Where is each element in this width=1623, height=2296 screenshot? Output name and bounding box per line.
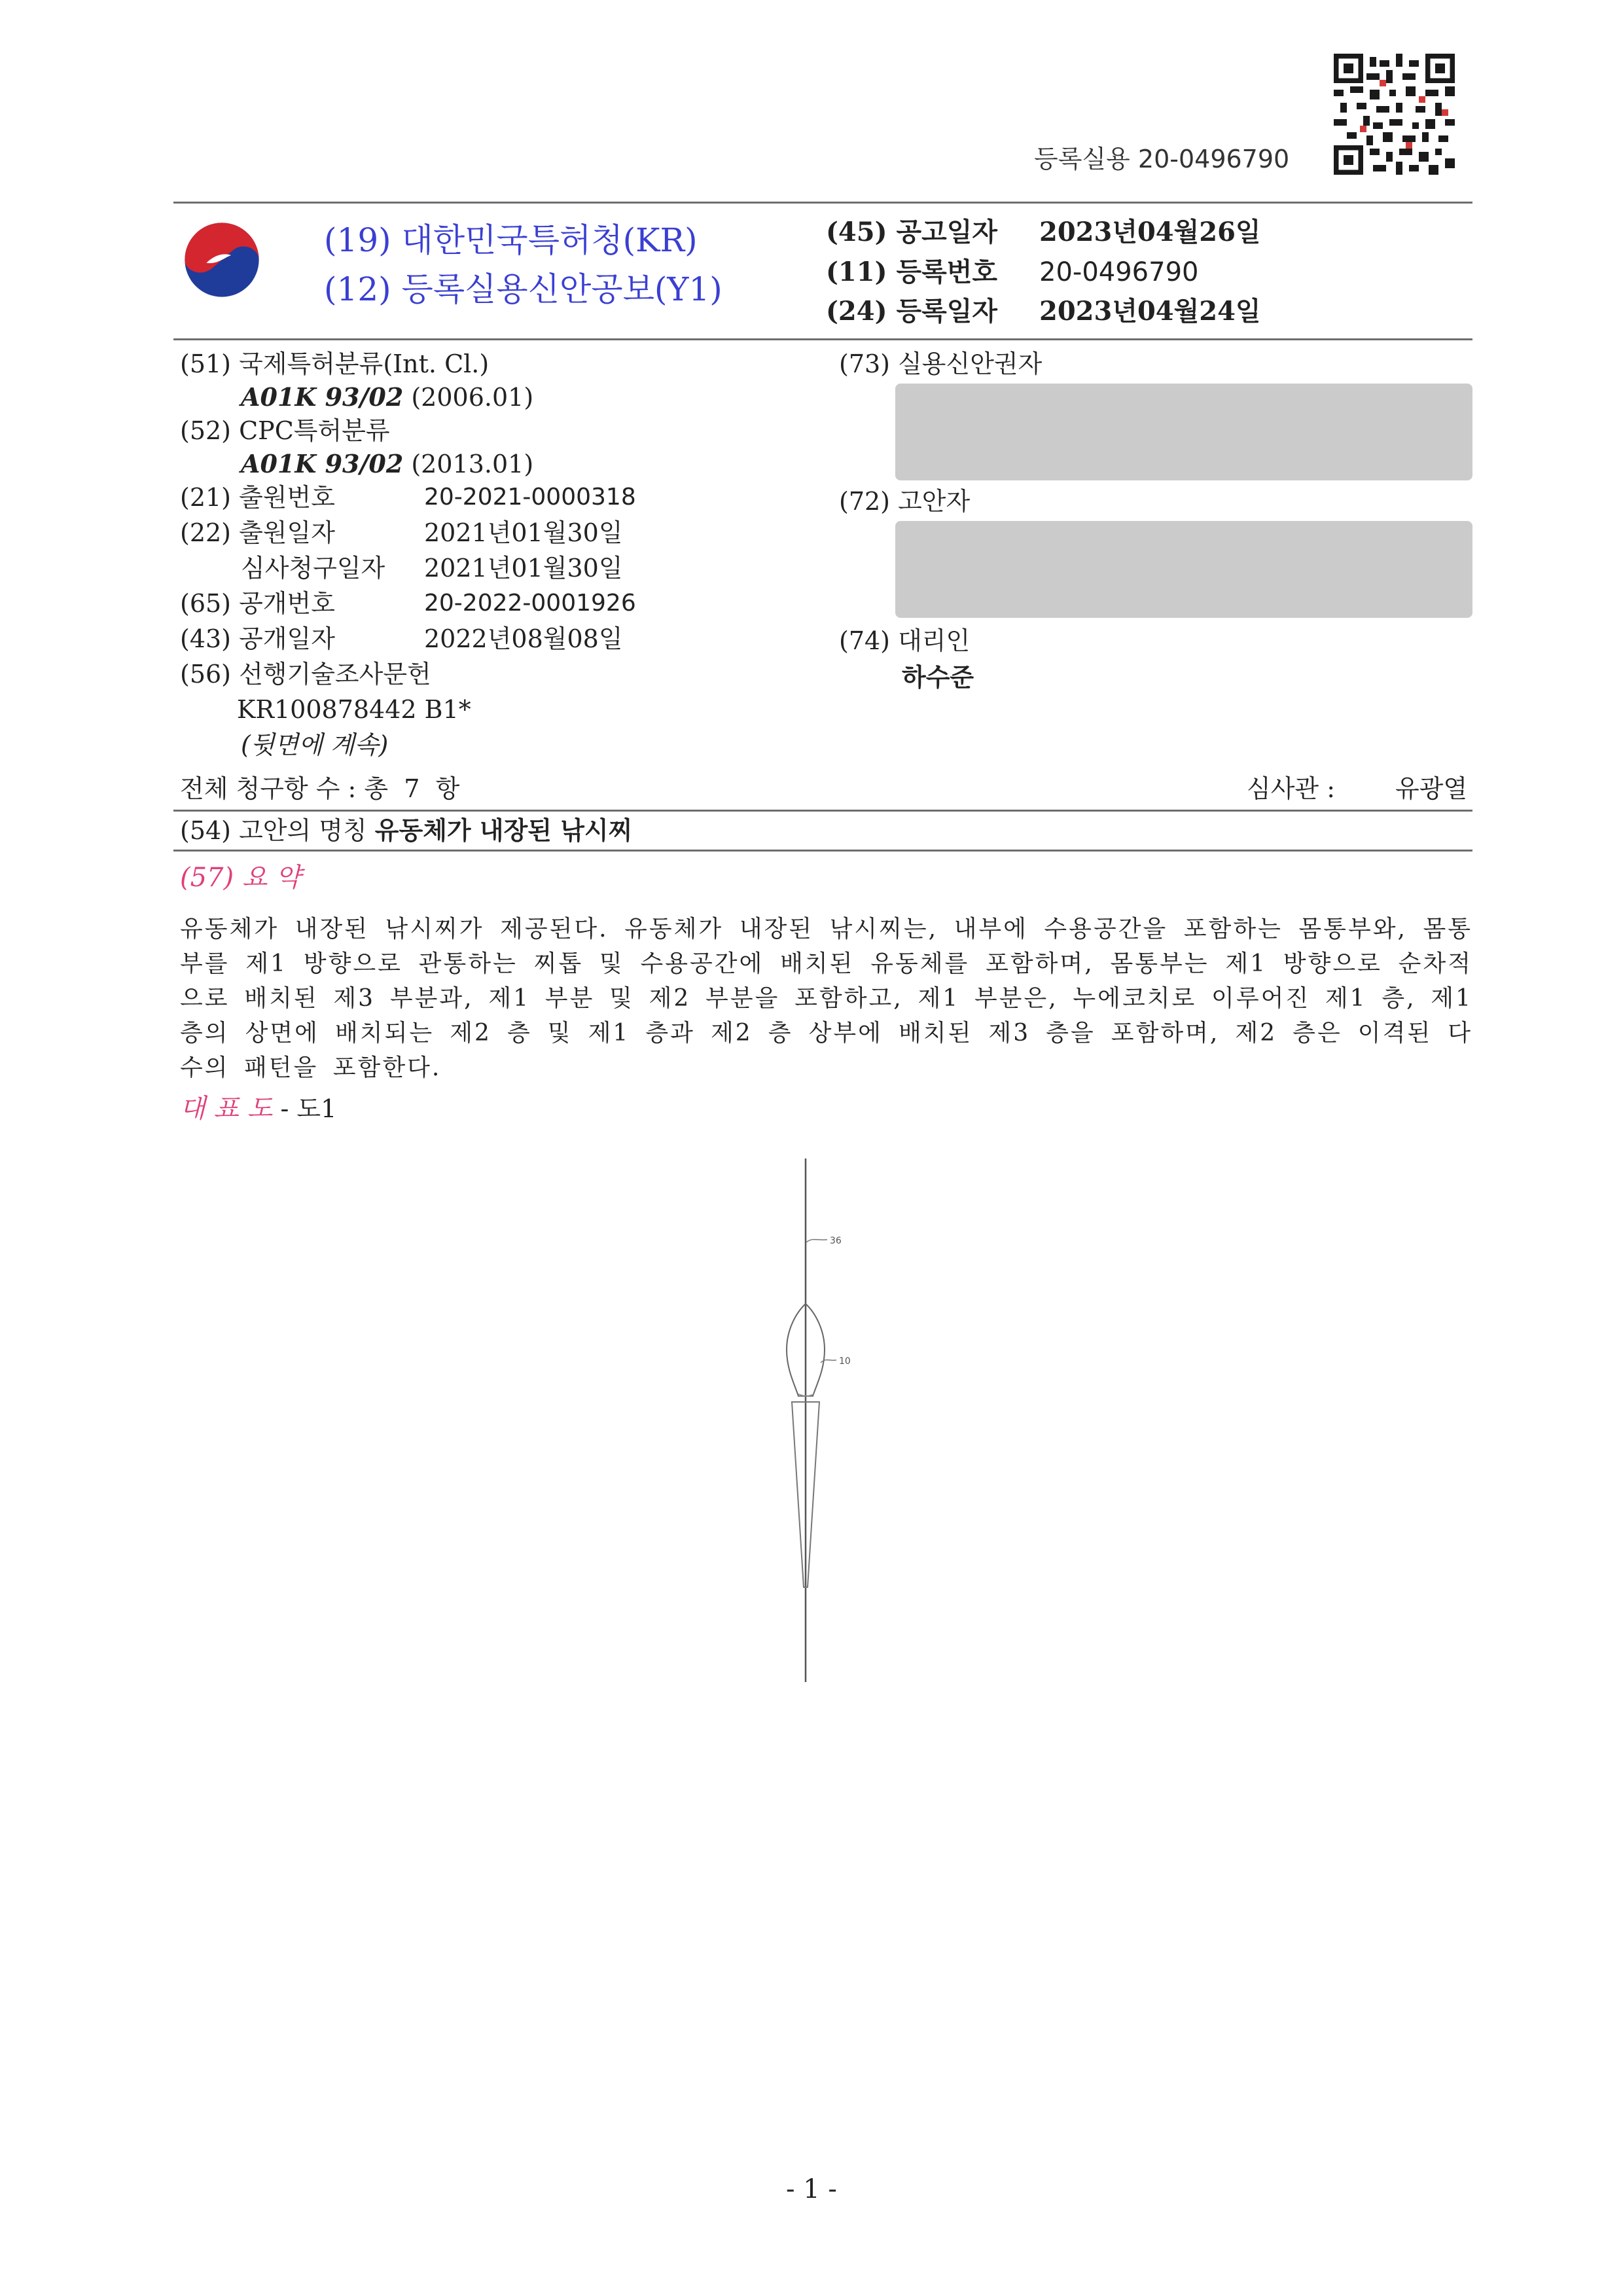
registration-number: 등록실용 20-0496790 xyxy=(1034,145,1290,173)
title-label: (54) 고안의 명칭 xyxy=(180,816,367,845)
figure-ref-36: 36 xyxy=(830,1236,842,1246)
cpc-code xyxy=(241,448,533,480)
divider xyxy=(173,202,1472,204)
registration-date: 2023년04월24일 xyxy=(1039,296,1261,327)
open-date-label: (43) 공개일자 xyxy=(180,624,335,653)
qr-code xyxy=(1334,54,1455,175)
open-no-label: (65) 공개번호 xyxy=(180,589,335,618)
office-name: (19) 대한민국특허청(KR) xyxy=(324,221,698,259)
cpc-code-value: A01K 93/02 xyxy=(241,449,404,478)
representative-figure-value: - 도1 xyxy=(280,1094,337,1123)
divider xyxy=(173,850,1472,852)
ipc-code-value: A01K 93/02 xyxy=(241,382,404,412)
representative-figure-label: 대 표 도 xyxy=(180,1094,273,1124)
open-no: 20-2022-0001926 xyxy=(424,590,636,617)
registration-no-label: (11) 등록번호 xyxy=(826,257,998,287)
application-no-label: (21) 출원번호 xyxy=(180,483,335,512)
divider xyxy=(173,338,1472,340)
application-no: 20-2021-0000318 xyxy=(424,484,636,511)
ipc-label: (51) 국제특허분류(Int. Cl.) xyxy=(180,350,490,378)
exam-request-date: 2021년01월30일 xyxy=(424,554,623,583)
cpc-label: (52) CPC특허분류 xyxy=(180,416,390,445)
kipo-logo xyxy=(183,221,260,298)
examiner-label: 심사관 : xyxy=(1247,774,1336,803)
divider xyxy=(173,810,1472,812)
ipc-version: (2006.01) xyxy=(411,383,534,412)
agent-name: 하수준 xyxy=(902,662,974,692)
registration-date-label: (24) 등록일자 xyxy=(826,296,998,327)
inventor-label: (72) 고안자 xyxy=(839,487,971,516)
owner-label: (73) 실용신안권자 xyxy=(839,350,1043,378)
cpc-version: (2013.01) xyxy=(411,450,534,478)
representative-figure xyxy=(180,1092,336,1125)
examiner-name: 유광열 xyxy=(1395,774,1468,803)
ipc-code xyxy=(241,381,533,414)
publication-date-label: (45) 공고일자 xyxy=(826,217,998,247)
application-date-label: (22) 출원일자 xyxy=(180,518,335,547)
inventor-redacted-block xyxy=(895,521,1472,618)
application-date: 2021년01월30일 xyxy=(424,518,623,547)
fishing-float-drawing xyxy=(753,1158,923,1682)
prior-art-doc: KR100878442 B1* xyxy=(237,695,471,724)
agent-label: (74) 대리인 xyxy=(839,626,971,655)
utility-model-title: 유동체가 내장된 낚시찌 xyxy=(374,816,633,845)
open-date: 2022년08월08일 xyxy=(424,624,623,653)
prior-art-label: (56) 선행기술조사문헌 xyxy=(180,660,431,689)
exam-request-date-label: 심사청구일자 xyxy=(241,554,385,583)
registration-no: 20-0496790 xyxy=(1039,257,1199,287)
continued-note: (뒷면에 계속) xyxy=(241,730,389,759)
document-type: (12) 등록실용신안공보(Y1) xyxy=(324,270,722,308)
total-claims: 전체 청구항 수 : 총 7 항 xyxy=(180,774,460,803)
abstract-text: 유동체가 내장된 낚시찌가 제공된다. 유동체가 내장된 낚시찌는, 내부에 수용공간을 포함하는 몸통부와, 몸통부를 제1 방향으로 관통하는 찌톱 및 수용공간에 배치된 유동체를 포함하며, 몸통부는 제1 방향으로 순차적으로 배치된 제3 부분과, 제1 부분 및 제2 부분을 포함하고, 제1 부분은, 누에코치로 이루어진 제1 층, 제1 층의 상면에 배치되는 제2 층 및 제1 층과 제2 층 상부에 배치된 제3 층을 포함하며, 제2 층은 이격된 다수의 패턴을 포함한다. xyxy=(180,916,1472,1081)
figure-ref-10: 10 xyxy=(839,1356,851,1367)
title-line xyxy=(180,814,632,847)
abstract-heading: (57) 요 약 xyxy=(180,863,301,893)
publication-date: 2023년04월26일 xyxy=(1039,217,1261,247)
page-number: - 1 - xyxy=(786,2174,837,2204)
owner-redacted-block xyxy=(895,384,1472,480)
